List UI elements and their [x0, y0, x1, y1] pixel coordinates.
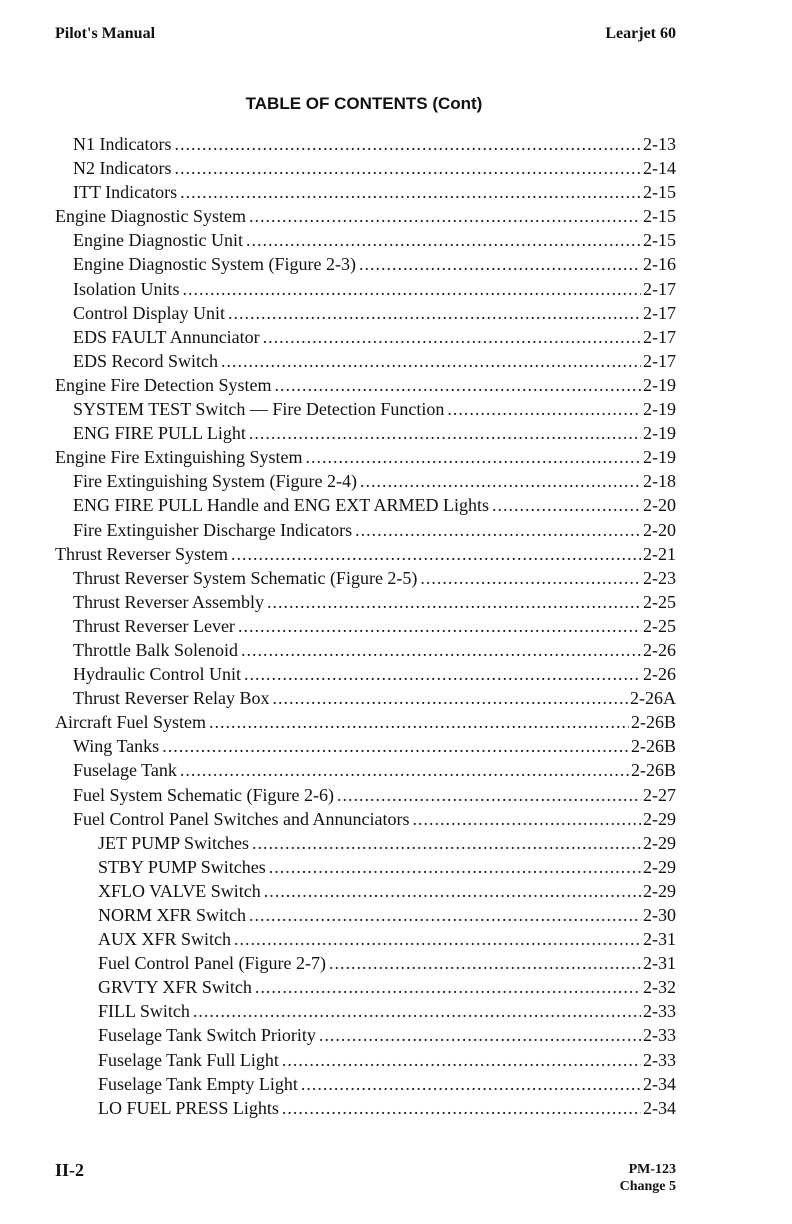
toc-entry-label: Fire Extinguishing System (Figure 2-4) [73, 471, 357, 492]
page-title: TABLE OF CONTENTS (Cont) [245, 94, 483, 113]
dot-leader [221, 349, 641, 373]
toc-entry-page: 2-34 [643, 1073, 676, 1094]
dot-leader [282, 1096, 641, 1120]
dot-leader [272, 686, 628, 710]
toc-entry-page: 2-29 [643, 832, 676, 853]
toc-entry[interactable] [55, 758, 676, 782]
toc-entry-label: Isolation Units [73, 278, 180, 299]
toc-entry[interactable] [55, 397, 676, 421]
dot-leader [228, 301, 641, 325]
toc-entry-label: Engine Fire Extinguishing System [55, 447, 303, 468]
dot-leader [306, 445, 642, 469]
toc-entry-label: EDS Record Switch [73, 350, 218, 371]
dot-leader [255, 975, 641, 999]
toc-entry-label: N1 Indicators [73, 134, 172, 154]
toc-entry-page: 2-29 [643, 808, 676, 829]
toc-entry-label: LO FUEL PRESS Lights [98, 1097, 279, 1118]
toc-entry-page: 2-13 [643, 134, 676, 154]
toc-entry-page: 2-30 [643, 905, 676, 925]
toc-entry-label: Thrust Reverser Relay Box [73, 688, 270, 709]
dot-leader [274, 373, 641, 397]
dot-leader [249, 903, 641, 927]
dot-leader [263, 325, 641, 349]
toc-entry-label: Thrust Reverser System Schematic (Figure 2-5) [73, 567, 418, 588]
toc-entry-label: AUX XFR Switch [98, 929, 232, 950]
toc-entry[interactable] [55, 542, 676, 566]
toc-entry-label: GRVTY XFR Switch [98, 977, 252, 998]
toc-entry-page: 2-17 [643, 326, 676, 347]
toc-entry-page: 2-33 [643, 1001, 676, 1022]
toc-entry[interactable] [55, 710, 676, 734]
toc-entry-label: Engine Diagnostic Unit [73, 230, 243, 251]
toc-entry[interactable] [55, 614, 676, 638]
toc-entry-page: 2-29 [643, 880, 676, 901]
toc-entry-label: ITT Indicators [73, 182, 178, 203]
toc-entry-label: Engine Fire Detection System [55, 374, 272, 395]
toc-entry-page: 2-19 [643, 374, 676, 395]
toc-entry[interactable] [55, 180, 676, 204]
toc-entry-label: Thrust Reverser Lever [73, 615, 235, 636]
dot-leader [174, 156, 641, 180]
toc-entry[interactable] [55, 518, 676, 542]
toc-entry-label: Fuel Control Panel (Figure 2-7) [98, 953, 326, 974]
toc-entry-page: 2-23 [643, 567, 676, 588]
toc-entry[interactable] [55, 204, 676, 228]
toc-entry-page: 2-20 [643, 519, 676, 540]
dot-leader [360, 469, 641, 493]
toc-entry-label: Wing Tanks [73, 736, 160, 757]
toc-entry-page: 2-18 [643, 471, 676, 492]
toc-entry[interactable] [55, 421, 676, 445]
toc-entry-page: 2-26B [631, 712, 676, 733]
toc-entry-page: 2-26 [643, 639, 676, 660]
dot-leader [246, 228, 641, 252]
dot-leader [231, 542, 641, 566]
toc-entry-label: JET PUMP Switches [98, 832, 250, 853]
toc-entry[interactable] [55, 132, 676, 156]
toc-entry-label: NORM XFR Switch [98, 905, 247, 925]
toc-entry[interactable] [55, 903, 676, 927]
toc-entry[interactable] [55, 373, 676, 397]
toc-entry-label: Fuselage Tank Switch Priority [98, 1025, 316, 1046]
toc-entry-page: 2-25 [643, 591, 676, 612]
dot-leader [209, 710, 629, 734]
toc-entry-page: 2-26B [631, 736, 676, 757]
toc-entry-label: Fire Extinguisher Discharge Indicators [73, 519, 353, 540]
toc-entry-page: 2-17 [643, 350, 676, 371]
dot-leader [329, 951, 641, 975]
dot-leader [412, 807, 641, 831]
toc-entry[interactable] [55, 252, 676, 276]
toc-entry-page: 2-19 [643, 423, 676, 444]
toc-entry-page: 2-15 [643, 206, 676, 227]
toc-entry-page: 2-25 [643, 615, 676, 636]
manual-name: Pilot's Manual [55, 25, 156, 42]
toc-entry[interactable] [55, 566, 676, 590]
dot-leader [264, 879, 641, 903]
dot-leader [447, 397, 641, 421]
toc-entry-page: 2-33 [643, 1049, 676, 1070]
toc-entry-page: 2-27 [643, 784, 676, 805]
toc-entry[interactable] [55, 662, 676, 686]
toc-entry-page: 2-19 [643, 447, 676, 468]
dot-leader [180, 758, 629, 782]
dot-leader [244, 662, 641, 686]
aircraft-model: Learjet 60 [605, 25, 676, 42]
document-id: PM-123 [628, 1162, 676, 1177]
toc-entry[interactable] [55, 445, 676, 469]
dot-leader [174, 132, 641, 156]
dot-leader [282, 1048, 641, 1072]
toc-entry[interactable] [55, 277, 676, 301]
toc-entry-page: 2-34 [643, 1097, 676, 1118]
toc-entry[interactable] [55, 1096, 676, 1120]
toc-entry[interactable] [55, 228, 676, 252]
toc-entry-label: EDS FAULT Annunciator [73, 326, 260, 347]
dot-leader [269, 855, 641, 879]
dot-leader [267, 590, 641, 614]
toc-entry[interactable] [55, 1072, 676, 1096]
toc-entry-page: 2-15 [643, 230, 676, 251]
change-number: Change 5 [619, 1179, 676, 1194]
dot-leader [249, 421, 641, 445]
toc-entry-label: ENG FIRE PULL Light [73, 423, 246, 444]
toc-entry[interactable] [55, 301, 676, 325]
toc-entry-label: Fuselage Tank Empty Light [98, 1073, 298, 1094]
dot-leader [359, 252, 641, 276]
toc-entry-page: 2-32 [643, 977, 676, 998]
toc-entry[interactable] [55, 807, 676, 831]
toc-entry-label: Hydraulic Control Unit [73, 664, 241, 685]
toc-entry-label: Engine Diagnostic System (Figure 2-3) [73, 254, 356, 275]
toc-entry-label: Throttle Balk Solenoid [73, 639, 238, 660]
toc-entry-label: Thrust Reverser Assembly [73, 591, 264, 612]
dot-leader [193, 999, 641, 1023]
toc-entry-label: Fuselage Tank Full Light [98, 1049, 279, 1070]
toc-entry-page: 2-26A [630, 688, 676, 709]
toc-entry[interactable] [55, 951, 676, 975]
toc-entry-page: 2-19 [643, 399, 676, 420]
toc-entry[interactable] [55, 734, 676, 758]
toc-entry[interactable] [55, 469, 676, 493]
dot-leader [337, 783, 641, 807]
toc-entry[interactable] [55, 686, 676, 710]
toc-entry-label: Engine Diagnostic System [55, 206, 246, 227]
toc-entry[interactable] [55, 493, 676, 517]
toc-entry[interactable] [55, 783, 676, 807]
dot-leader [241, 638, 641, 662]
dot-leader [301, 1072, 641, 1096]
toc-entry-label: FILL Switch [98, 1001, 190, 1022]
toc-entry[interactable] [55, 975, 676, 999]
toc-entry[interactable] [55, 325, 676, 349]
dot-leader [249, 204, 641, 228]
toc-entry-label: Control Display Unit [73, 302, 225, 323]
dot-leader [252, 831, 641, 855]
toc-entry[interactable] [55, 590, 676, 614]
dot-leader [319, 1023, 641, 1047]
toc-entry-page: 2-17 [643, 278, 676, 299]
toc-entry[interactable] [55, 999, 676, 1023]
toc-entry-page: 2-29 [643, 856, 676, 877]
toc-entry-label: Aircraft Fuel System [55, 712, 206, 733]
toc-entry-page: 2-17 [643, 302, 676, 323]
toc-entry[interactable] [55, 156, 676, 180]
toc-entry-label: N2 Indicators [73, 158, 172, 179]
dot-leader [238, 614, 641, 638]
toc-entry-label: XFLO VALVE Switch [98, 880, 261, 901]
document-info [620, 1161, 676, 1195]
dot-leader [162, 734, 629, 758]
toc-entry-page: 2-26 [643, 664, 676, 685]
dot-leader [355, 518, 641, 542]
dot-leader [183, 277, 642, 301]
toc-entry[interactable] [55, 855, 676, 879]
table-of-contents [55, 132, 676, 1120]
toc-entry-label: Thrust Reverser System [55, 543, 228, 564]
toc-entry[interactable] [55, 879, 676, 903]
toc-entry-page: 2-15 [643, 182, 676, 203]
toc-entry-label: Fuel Control Panel Switches and Annunciators [73, 808, 410, 829]
dot-leader [180, 180, 641, 204]
toc-entry[interactable] [55, 638, 676, 662]
page-header [55, 22, 676, 46]
toc-entry[interactable] [55, 831, 676, 855]
toc-entry-page: 2-31 [643, 929, 676, 950]
toc-entry-page: 2-31 [643, 953, 676, 974]
toc-entry-page: 2-26B [631, 760, 676, 781]
dot-leader [234, 927, 641, 951]
toc-entry-page: 2-14 [643, 158, 676, 179]
toc-entry[interactable] [55, 927, 676, 951]
page-number: II-2 [55, 1160, 85, 1180]
dot-leader [420, 566, 641, 590]
toc-entry-page: 2-20 [643, 495, 676, 516]
toc-entry-label: Fuel System Schematic (Figure 2-6) [73, 784, 334, 805]
toc-entry-label: SYSTEM TEST Switch — Fire Detection Function [73, 399, 445, 420]
toc-entry-label: STBY PUMP Switches [98, 856, 266, 877]
toc-entry[interactable] [55, 1023, 676, 1047]
toc-entry[interactable] [55, 1048, 676, 1072]
toc-entry-label: ENG FIRE PULL Handle and ENG EXT ARMED Lights [73, 495, 489, 516]
toc-entry-page: 2-16 [643, 254, 676, 275]
dot-leader [492, 493, 641, 517]
toc-entry-label: Fuselage Tank [73, 760, 177, 781]
toc-entry-page: 2-33 [643, 1025, 676, 1046]
toc-entry-page: 2-21 [643, 543, 676, 564]
toc-entry[interactable] [55, 349, 676, 373]
